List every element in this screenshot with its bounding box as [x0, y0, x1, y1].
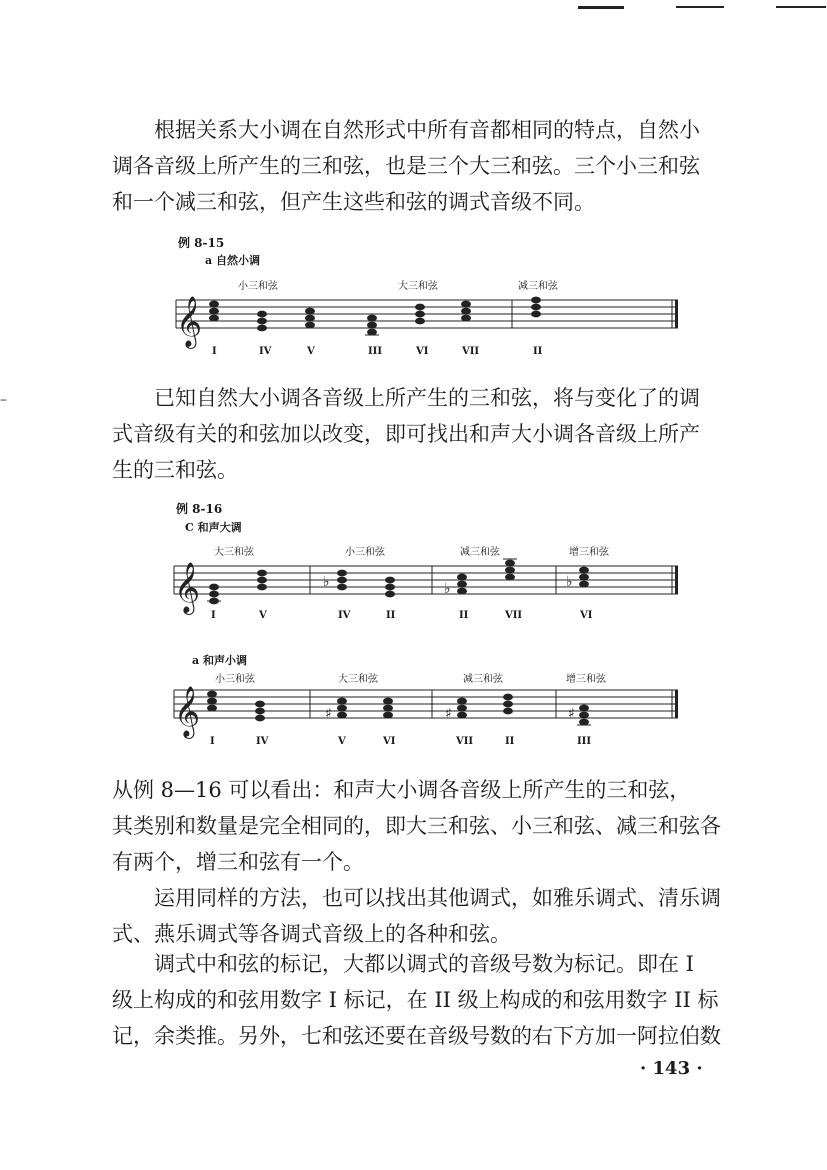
chord-type-label: 增三和弦 [566, 674, 606, 685]
degree-label: V [259, 610, 267, 621]
chord-type-label: 减三和弦 [463, 674, 503, 685]
text-line: 已知自然大小调各音级上所产生的三和弦，将与变化了的调 [112, 386, 700, 410]
svg-text:♭: ♭ [566, 574, 573, 590]
degree-label: II [505, 736, 515, 747]
example-label: 例 8-15 [178, 236, 225, 250]
text-line: 和一个减三和弦，但产生这些和弦的调式音级不同。 [112, 190, 595, 214]
degree-label: VI [416, 346, 429, 357]
treble-clef-icon: 𝄞 [176, 296, 203, 347]
text-line: 级上构成的和弦用数字 I 标记，在 II 级上构成的和弦用数字 II 标 [112, 988, 719, 1012]
degree-label: V [307, 346, 315, 357]
degree-label: VII [456, 736, 474, 747]
degree-label: VII [462, 346, 480, 357]
text-line: 运用同样的方法，也可以找出其他调式，如雅乐调式、清乐调 [112, 886, 721, 910]
chord-type-label: 大三和弦 [338, 674, 378, 685]
example-key: a 自然小调 [205, 254, 260, 267]
treble-clef-icon: 𝄞 [174, 562, 201, 613]
degree-label: VI [383, 736, 396, 747]
degree-label: II [459, 610, 469, 621]
margin-mark: – [0, 392, 7, 408]
text-line: 从例 8—16 可以看出：和声大小调各音级上所产生的三和弦， [112, 778, 691, 802]
paragraph-4 [112, 880, 734, 952]
text-line: 调式中和弦的标记，大都以调式的音级号数为标记。即在 I [112, 952, 694, 976]
degree-label: III [577, 736, 592, 747]
chord-type-label: 大三和弦 [398, 281, 438, 292]
example-label: 例 8-16 [176, 502, 223, 516]
header-rule [676, 6, 724, 8]
example-key: a 和声小调 [192, 654, 247, 667]
chord-type-label: 减三和弦 [460, 547, 500, 558]
degree-label: I [212, 346, 217, 357]
svg-text:♭: ♭ [444, 581, 451, 597]
degree-label: II [386, 610, 396, 621]
degree-label: I [211, 610, 216, 621]
chord-type-label: 小三和弦 [215, 674, 255, 685]
paragraph-3 [112, 772, 734, 880]
text-line: 式、燕乐调式等各调式音级上的各种和弦。 [112, 922, 511, 946]
degree-label: VII [505, 610, 523, 621]
degree-label: V [338, 736, 346, 747]
text-line: 有两个，增三和弦有一个。 [112, 850, 364, 874]
chord-type-label: 大三和弦 [214, 547, 254, 558]
text-line: 式音级有关的和弦加以改变，即可找出和声大小调各音级上所产 [112, 422, 700, 446]
music-staff [170, 680, 682, 737]
degree-label: III [368, 346, 383, 357]
paragraph-2 [112, 380, 734, 488]
paragraph-5 [112, 946, 734, 1054]
chord-type-label: 增三和弦 [569, 547, 609, 558]
degree-label: IV [338, 610, 351, 621]
treble-clef-icon: 𝄞 [174, 686, 201, 737]
svg-text:♯: ♯ [325, 706, 332, 722]
header-rule [578, 6, 624, 9]
paragraph-1 [112, 112, 734, 220]
text-line: 根据关系大小调在自然形式中所有音都相同的特点，自然小 [112, 118, 700, 142]
page-number: · 143 · [640, 1058, 703, 1079]
text-line: 调各音级上所产生的三和弦，也是三个大三和弦。三个小三和弦 [112, 154, 700, 178]
degree-label: II [533, 346, 543, 357]
chord-type-label: 减三和弦 [518, 281, 558, 292]
chord-type-label: 小三和弦 [345, 547, 385, 558]
degree-label: IV [256, 736, 269, 747]
header-rule [776, 6, 826, 8]
svg-text:♯: ♯ [445, 706, 452, 722]
svg-text:♭: ♭ [323, 574, 330, 590]
degree-label: I [210, 736, 215, 747]
text-line: 其类别和数量是完全相同的，即大三和弦、小三和弦、减三和弦各 [112, 814, 721, 838]
degree-label: VI [580, 610, 593, 621]
degree-label: IV [259, 346, 272, 357]
text-line: 生的三和弦。 [112, 458, 238, 482]
example-key: C 和声大调 [185, 521, 242, 534]
music-staff [170, 556, 682, 613]
chord-type-label: 小三和弦 [238, 281, 278, 292]
text-line: 记，余类推。另外，七和弦还要在音级号数的右下方加一阿拉伯数 [112, 1024, 721, 1048]
svg-text:♯: ♯ [568, 706, 575, 722]
music-staff [172, 290, 682, 346]
